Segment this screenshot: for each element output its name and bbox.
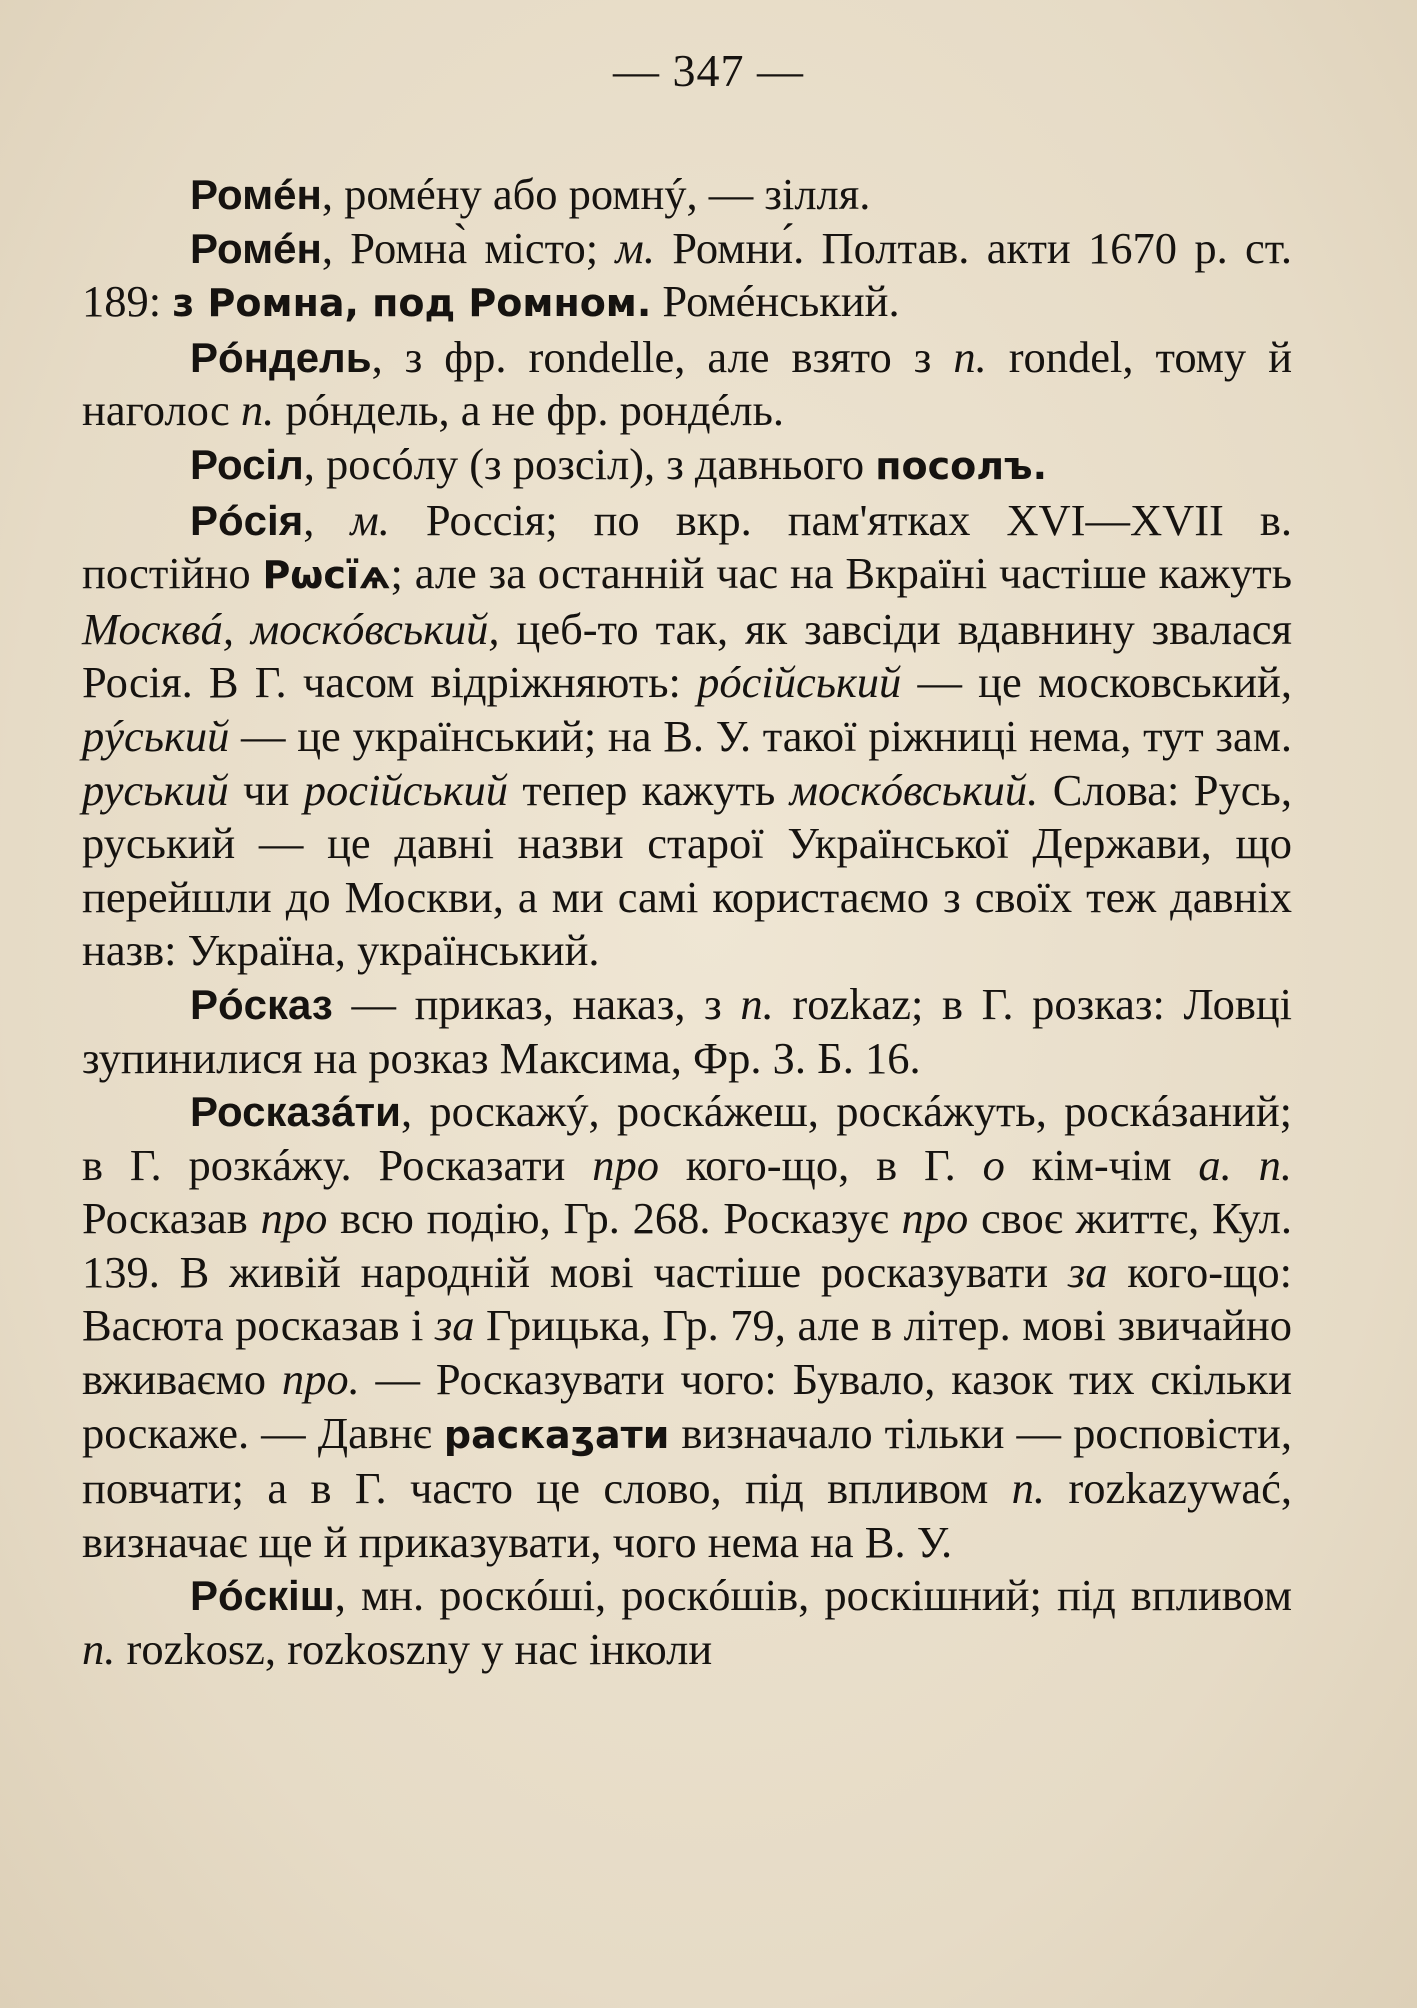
entry-text: тепер кажуть [507,764,790,815]
entry-text: чи [228,764,304,815]
entry-text: — Росказувати чого: Бувало, казок тих скільки роскаже. — Давнє [82,1354,1292,1458]
entry-headword: Ромéн [190,224,322,272]
entry-headword: Рóсказ [190,980,333,1028]
entry-headword: Ромéн [190,171,322,218]
dictionary-entry [82,1569,1292,1676]
entry-text: — приказ, наказ, з [332,978,741,1029]
dictionary-entry [82,168,1292,222]
entry-text: , з фр. rondelle, але взято з [371,331,954,382]
entry-text: кого-що: Васюта росказав і [82,1246,1292,1351]
dictionary-entry [82,494,1292,978]
entry-text: кім-чім [1004,1139,1199,1190]
entry-text: ; але за останній час на Вкраїні частіше кажуть [390,548,1292,599]
entry-text: кого-що, в Г. [658,1139,983,1190]
old-script-text: посолъ. [875,443,1048,488]
entry-text: , роскажý, роскáжеш, роскáжуть, роскáзаний; в Г. розкáжу. Росказати [82,1086,1292,1190]
entry-text: , ромéну або ромнý, — зілля. [321,169,871,219]
entry-headword: Росіл [190,440,304,488]
italic-text: п. [953,331,987,382]
entry-text: — це московський, [901,657,1292,708]
entry-text: всю подію, Гр. 268. Росказує [327,1193,902,1244]
entry-headword: Рóскіш [190,1572,335,1620]
entry-text: Россія; по вкр. пам'ятках XVI—XVII в. постійно [82,494,1293,599]
entry-text: Грицька, Гр. 79, але в літер. мові звичайно вживаємо [82,1300,1292,1405]
dictionary-entry [82,331,1292,438]
italic-text: про. [281,1354,360,1405]
italic-text: п. [1011,1463,1046,1514]
entry-text: рóндель, а не фр. рондéль. [274,385,785,436]
italic-text: п. [82,1624,116,1675]
entry-text: rozkaz; в Г. розказ: Ловці зупинилися на розказ Максима, Фр. З. Б. 16. [82,978,1293,1083]
italic-text: російський [303,764,508,815]
italic-text: про [592,1139,659,1190]
italic-text: а. п. [1198,1139,1292,1190]
entry-text: , мн. роскóші, роскóшів, роскішний; під впливом [334,1570,1292,1621]
dictionary-entry [82,978,1292,1085]
dictionary-entry [82,438,1292,494]
old-script-text: з Ромна, под Ромном. [172,281,652,326]
entry-text: Слова: Русь, руський — це давні назви старої Української Держави, що перейшли до Москви, а ми самі користаємо з своїх теж давніх назв: Україна, український. [82,764,1292,976]
entry-text: , [303,494,351,545]
italic-text: за [434,1300,475,1351]
italic-text: Москвá, москóвський, [82,603,500,654]
dictionary-entry [82,1085,1292,1569]
italic-text: п. [740,978,774,1029]
italic-text: про [260,1193,328,1244]
italic-text: про [901,1193,969,1244]
entry-text: — це український; на В. У. такої ріжниці нема, тут зам. [229,710,1292,761]
entry-headword: Росказáти [190,1088,401,1136]
italic-text: м. [615,222,655,273]
italic-text: за [1067,1246,1108,1297]
entry-text: rozkazywać, визначає ще й приказувати, чого нема на В. У. [82,1463,1292,1567]
entry-text: , росóлу (з розсіл), з давнього [303,438,876,489]
old-script-text: Рѡсїѧ [262,553,391,598]
entry-headword: Рóндель [190,333,372,381]
entry-text: Ромéнський. [651,276,900,327]
entry-text: rozkosz, rozkoszny у нас інколи [115,1624,713,1675]
entry-text: Ромни́. Полтав. акти 1670 р. ст. 189: [82,222,1292,327]
entry-text: rondel, тому й наголос [82,331,1293,436]
entry-text: визначало тільки — росповісти, повчати; а в Г. часто це слово, під впливом [82,1407,1292,1514]
entry-text: цеб-то так, як завсіди вдавнину звалася Росія. В Г. часом відріжняють: [82,603,1292,708]
italic-text: о [982,1139,1005,1190]
entry-text: Росказав [82,1193,261,1244]
italic-text: рóсійський [697,657,902,708]
dictionary-entry [82,222,1292,331]
page-number: — 347 — [613,45,804,96]
italic-text: м. [350,494,390,545]
italic-text: рýський [82,710,230,761]
entry-text: своє життє, Кул. 139. В живій народній мові частіше росказувати [82,1193,1292,1297]
italic-text: п. [240,385,275,436]
entry-headword: Рóсія [190,496,304,544]
italic-text: москóвський. [789,764,1039,815]
entry-text: , Ромна̀ місто; [321,222,616,273]
old-script-text: раскаʒати [443,1412,670,1457]
text-column [82,168,1292,1677]
italic-text: руський [82,764,229,815]
